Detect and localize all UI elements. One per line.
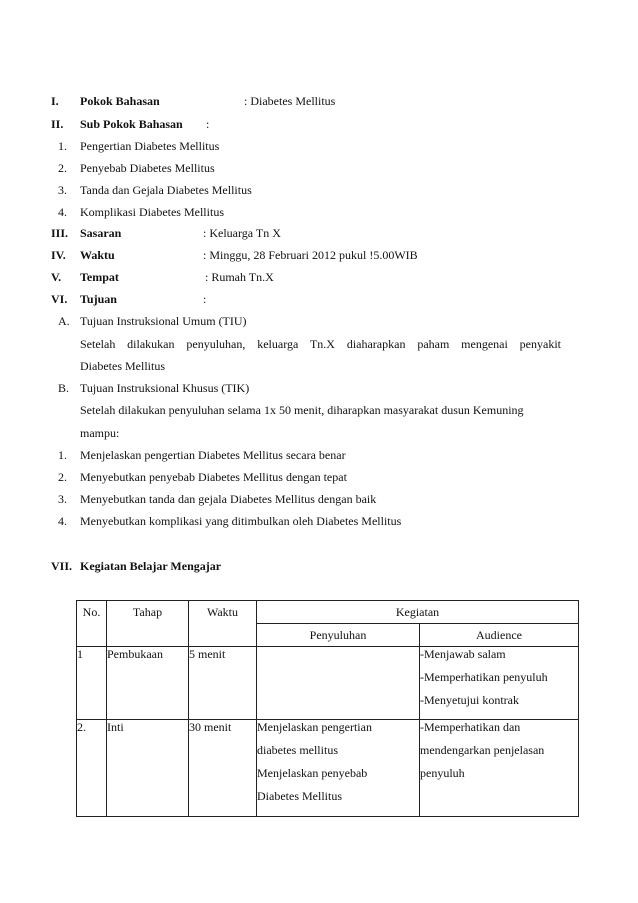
audience-line: penyuluh (420, 766, 465, 780)
cell-no: 2. (77, 720, 107, 817)
tik-list-num: 3. (58, 492, 67, 506)
audience-line: -Memperhatikan dan (420, 720, 521, 734)
kbm-title: Kegiatan Belajar Mengajar (80, 559, 222, 573)
tik-list-num: 1. (58, 448, 67, 462)
audience-line: -Menjawab salam (420, 647, 506, 661)
sub-list-item: Tanda dan Gejala Diabetes Mellitus (80, 183, 252, 197)
header-kegiatan: Kegiatan (257, 601, 579, 624)
header-waktu: Waktu (189, 601, 257, 647)
table-row (77, 720, 579, 817)
tik-list-item: Menyebutkan komplikasi yang ditimbulkan oleh Diabetes Mellitus (80, 514, 402, 528)
cell-audience (420, 647, 579, 720)
tujuan-label: Tujuan (80, 292, 117, 306)
cell-no: 1 (77, 647, 107, 720)
tik-list-item: Menjelaskan pengertian Diabetes Mellitus secara benar (80, 448, 346, 462)
tiu-heading: Tujuan Instruksional Umum (TIU) (80, 314, 247, 328)
tempat-label: Tempat (80, 270, 119, 284)
tik-text-line1: Setelah dilakukan penyuluhan selama 1x 50 menit, diharapkan masyarakat dusun Kemuning (80, 403, 524, 417)
audience-line: -Menyetujui kontrak (420, 693, 519, 707)
sasaran-value: : Keluarga Tn X (203, 226, 281, 240)
cell-tahap: Pembukaan (107, 647, 189, 720)
penyuluhan-line: Menjelaskan penyebab (257, 766, 368, 780)
cell-audience (420, 720, 579, 817)
tiu-text-line1: Setelah dilakukan penyuluhan, keluarga Tn.X diaharapkan paham mengenai penyakit (80, 337, 561, 351)
kbm-table (76, 600, 579, 817)
section-num-4: IV. (51, 248, 66, 262)
tik-list-num: 2. (58, 470, 67, 484)
section-num-5: V. (51, 270, 62, 284)
sub-list-num: 1. (58, 139, 67, 153)
cell-tahap: Inti (107, 720, 189, 817)
sub-list-num: 3. (58, 183, 67, 197)
tik-list-item: Menyebutkan tanda dan gejala Diabetes Mellitus dengan baik (80, 492, 377, 506)
sub-pokok-bahasan-label: Sub Pokok Bahasan (80, 117, 183, 131)
tiu-text-line2: Diabetes Mellitus (80, 359, 165, 373)
table-header-row (77, 601, 579, 624)
header-audience: Audience (420, 624, 579, 647)
sub-list-item: Pengertian Diabetes Mellitus (80, 139, 220, 153)
sub-list-num: 2. (58, 161, 67, 175)
tik-text-line2: mampu: (80, 426, 120, 440)
table-row (77, 647, 579, 720)
sub-list-item: Penyebab Diabetes Mellitus (80, 161, 215, 175)
tujuan-value: : (203, 292, 207, 306)
header-tahap: Tahap (107, 601, 189, 647)
cell-waktu: 30 menit (189, 720, 257, 817)
tempat-value: : Rumah Tn.X (205, 270, 274, 284)
audience-line: -Memperhatikan penyuluh (420, 670, 548, 684)
pokok-bahasan-value: : Diabetes Mellitus (244, 94, 336, 108)
header-penyuluhan: Penyuluhan (257, 624, 420, 647)
sub-list-item: Komplikasi Diabetes Mellitus (80, 205, 224, 219)
section-num-1: I. (51, 94, 59, 108)
pokok-bahasan-label: Pokok Bahasan (80, 94, 160, 108)
sasaran-label: Sasaran (80, 226, 122, 240)
section-num-6: VI. (51, 292, 68, 306)
tik-list-item: Menyebutkan penyebab Diabetes Mellitus dengan tepat (80, 470, 347, 484)
cell-waktu: 5 menit (189, 647, 257, 720)
audience-line: mendengarkan penjelasan (420, 743, 545, 757)
section-num-3: III. (51, 226, 69, 240)
cell-penyuluhan (257, 647, 420, 720)
tik-list-num: 4. (58, 514, 67, 528)
sub-pokok-bahasan-value: : (206, 117, 210, 131)
penyuluhan-line: Menjelaskan pengertian (257, 720, 372, 734)
section-num-7: VII. (51, 559, 73, 573)
sub-list-num: 4. (58, 205, 67, 219)
penyuluhan-line: diabetes mellitus (257, 743, 338, 757)
section-num-2: II. (51, 117, 64, 131)
waktu-value: : Minggu, 28 Februari 2012 pukul !5.00WIB (203, 248, 418, 262)
header-no: No. (77, 601, 107, 647)
cell-penyuluhan (257, 720, 420, 817)
penyuluhan-line: Diabetes Mellitus (257, 789, 342, 803)
tik-heading: Tujuan Instruksional Khusus (TIK) (80, 381, 250, 395)
waktu-label: Waktu (80, 248, 115, 262)
tiu-letter: A. (58, 314, 70, 328)
tik-letter: B. (58, 381, 70, 395)
